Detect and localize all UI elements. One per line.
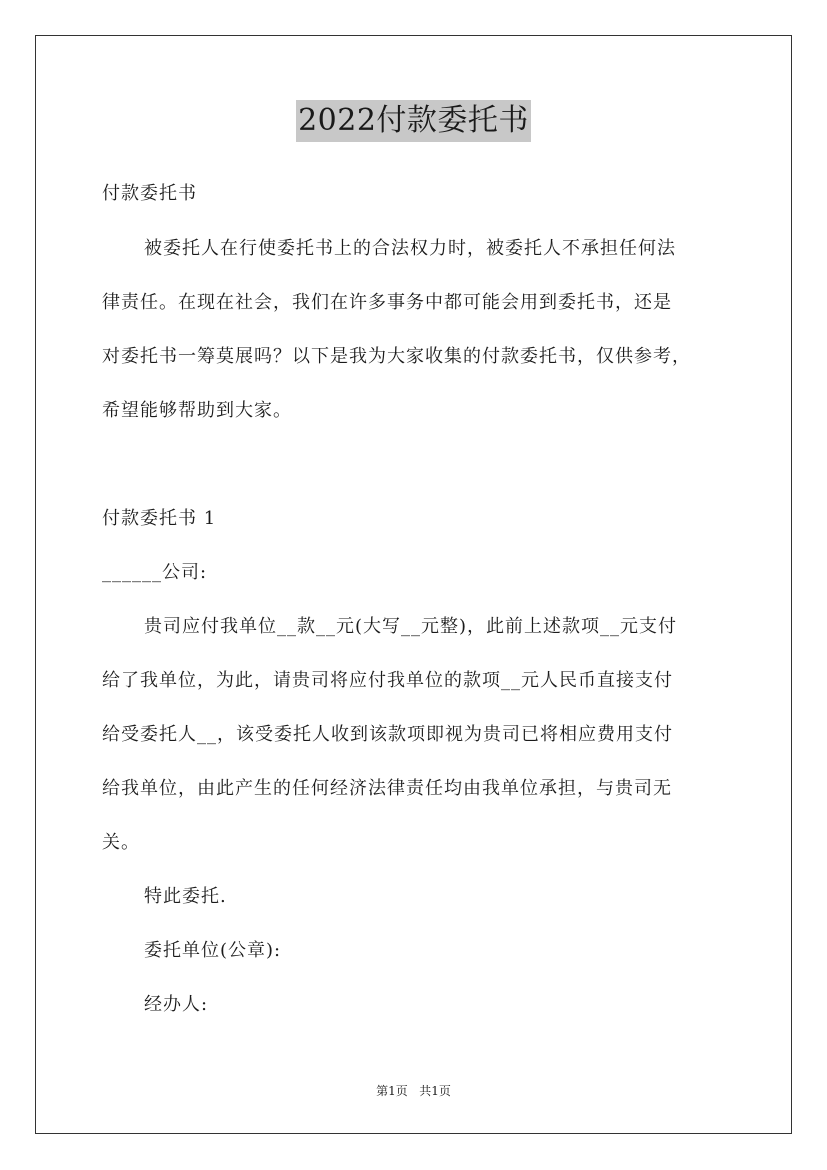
body-line: 贵司应付我单位__款__元(大写__元整)，此前上述款项__元支付	[144, 616, 678, 637]
body-line: 关。	[102, 832, 140, 853]
body-line: 给我单位，由此产生的任何经济法律责任均由我单位承担，与贵司无	[102, 778, 672, 799]
intro-line: 被委托人在行使委托书上的合法权力时，被委托人不承担任何法	[144, 238, 676, 259]
intro-line: 律责任。在现在社会，我们在许多事务中都可能会用到委托书，还是	[102, 292, 672, 313]
body-line: 给受委托人__，该受委托人收到该款项即视为贵司已将相应费用支付	[102, 724, 673, 745]
heading: 付款委托书	[102, 183, 197, 204]
closing: 特此委托.	[144, 886, 227, 907]
document-title-wrapper	[0, 100, 827, 142]
body-line: 给了我单位，为此，请贵司将应付我单位的款项__元人民币直接支付	[102, 670, 673, 691]
handler: 经办人:	[144, 994, 209, 1015]
intro-line: 希望能够帮助到大家。	[102, 400, 292, 421]
entrusting-unit: 委托单位(公章):	[144, 940, 282, 961]
document-title: 2022付款委托书	[296, 100, 531, 142]
section-title: 付款委托书 1	[102, 508, 217, 529]
page-footer: 第1页 共1页	[376, 1084, 451, 1098]
addressee: ______公司:	[102, 562, 208, 583]
intro-line: 对委托书一筹莫展吗？以下是我为大家收集的付款委托书，仅供参考，	[102, 346, 691, 367]
